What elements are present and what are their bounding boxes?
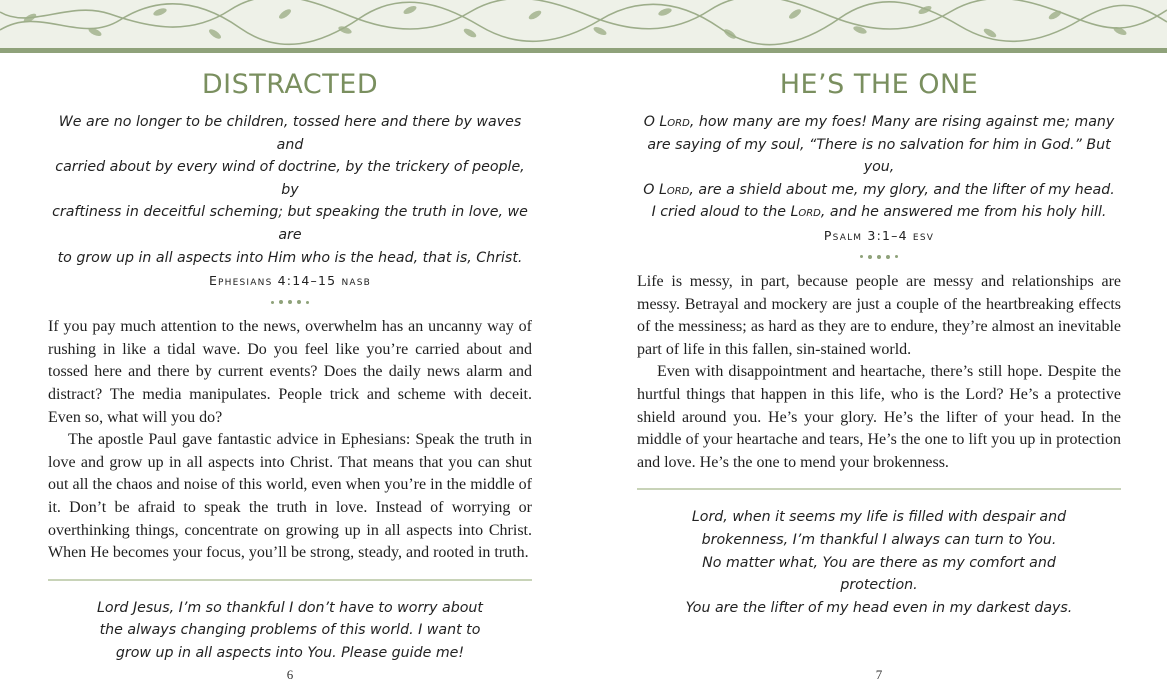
verse-line: O Lord, are a shield about me, my glory, and the lifter of my head.: [643, 181, 1115, 198]
verse-line: I cried aloud to the Lord, and he answered me from his holy hill.: [651, 204, 1107, 221]
verse-line: to grow up in all aspects into Him who is the head, that is, Christ.: [57, 249, 523, 266]
verse-line: O Lord, how many are my foes! Many are rising against me; many: [643, 114, 1115, 130]
dot-ornament-icon: [637, 248, 1121, 266]
prayer-line: the always changing problems of this world. I want to: [99, 622, 481, 639]
devotional-body: [637, 271, 1121, 474]
verse-line: craftiness in deceitful scheming; but speaking the truth in love, we are: [52, 204, 528, 243]
prayer-line: brokenness, I’m thankful I always can turn to You.: [701, 531, 1057, 548]
prayer-line: Lord, when it seems my life is filled with despair and: [691, 509, 1067, 526]
scripture-quote: [48, 111, 532, 269]
page-title: HE’S THE ONE: [779, 69, 979, 100]
page-number: 6: [286, 667, 294, 682]
prayer: [637, 506, 1121, 619]
left-page: [48, 52, 532, 700]
prayer-line: grow up in all aspects into You. Please guide me!: [115, 644, 465, 661]
section-divider: [48, 579, 532, 581]
prayer-line: You are the lifter of my head even in my darkest days.: [685, 599, 1073, 616]
right-page: [637, 52, 1121, 700]
scripture-quote: [637, 111, 1121, 224]
vine-leaf-ornament-icon: [0, 0, 1167, 48]
prayer-line: No matter what, You are there as my comfort and protection.: [702, 554, 1056, 594]
decorative-vine-banner: [0, 0, 1167, 52]
prayer-line: Lord Jesus, I’m so thankful I don’t have to worry about: [97, 599, 483, 616]
paragraph: The apostle Paul gave fantastic advice in Ephesians: Speak the truth in love and grow up in all aspects into Christ. That means that you can shut out all the chaos and noise of this world, even when you’re in the middle of it. Don’t be afraid to speak the truth in love. Instead of worrying or overthinking things, concentrate on growing up in all aspects into Christ. When He becomes your focus, you’ll be strong, steady, and rooted in truth.: [48, 431, 532, 562]
page-title: DISTRACTED: [201, 69, 379, 100]
paragraph: If you pay much attention to the news, overwhelm has an uncanny way of rushing in like a tidal wave. Do you feel like you’re carried about and tossed here and there by current events? Does the daily news alarm and distract? The media manipulates. People trick and scheme with deceit. Even so, what will you do?: [48, 318, 532, 426]
dot-ornament-icon: [48, 293, 532, 311]
paragraph: Even with disappointment and heartache, there’s still hope. Despite the hurtful things that happen in this life, who is the Lord? He’s a protective shield around you. He’s your glory. He’s the lifter of your head. In the middle of your heartache and tears, He’s the one to lift you up in protection and love. He’s the one to mend your brokenness.: [637, 363, 1121, 471]
devotional-body: [48, 316, 532, 565]
page-number: 7: [875, 667, 883, 682]
verse-line: are saying of my soul, “There is no salvation for him in God.” But you,: [647, 136, 1111, 176]
verse-line: We are no longer to be children, tossed here and there by waves and: [58, 114, 522, 153]
scripture-reference: Psalm 3:1–4 esv: [823, 227, 935, 243]
section-divider: [637, 488, 1121, 490]
verse-line: carried about by every wind of doctrine, by the trickery of people, by: [55, 159, 525, 198]
scripture-reference: Ephesians 4:14–15 nasb: [208, 273, 372, 289]
paragraph: Life is messy, in part, because people are messy and relationships are messy. Betrayal and mockery are just a couple of the heartbreaking effects of the messiness; as hard as they are to endure, they’re almost an inevitable part of life in this fallen, sin-stained world.: [637, 272, 1121, 358]
prayer: [48, 597, 532, 665]
